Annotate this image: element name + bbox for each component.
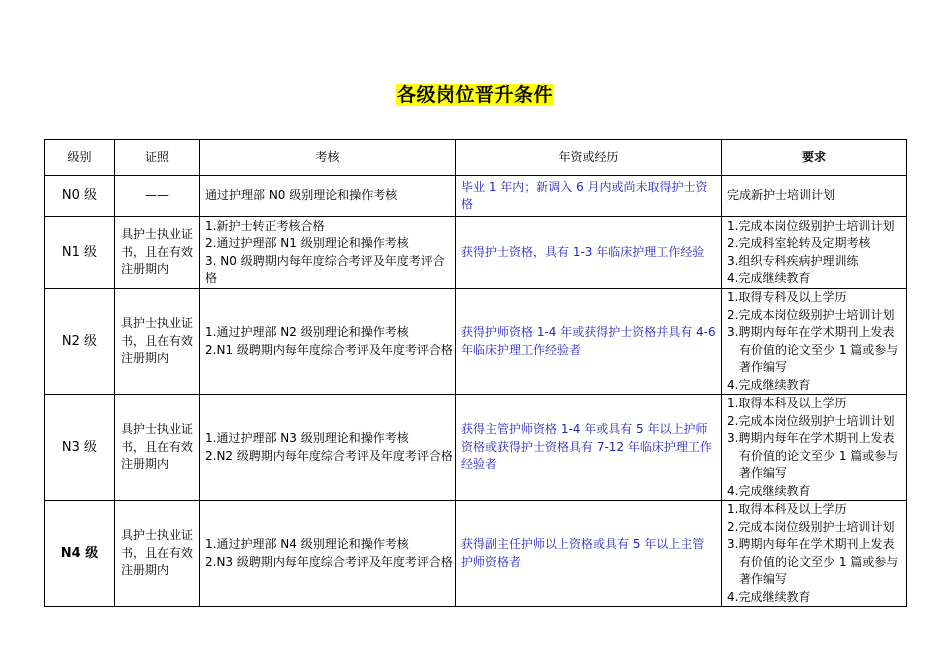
exam-line: 2.N3 级聘期内每年度综合考评及年度考评合格 (205, 554, 453, 569)
requirement-line: 有价值的论文至少 1 篇或参与 (739, 554, 899, 569)
cell-cert: 具护士执业证书，且在有效注册期内 (115, 501, 200, 607)
requirement-line: 3.聘期内每年在学术期刊上发表 (727, 325, 895, 339)
cell-level: N4 级 (45, 501, 115, 607)
requirement-line: 4.完成继续教育 (727, 271, 811, 285)
title-text: 各级岗位晋升条件 (396, 84, 553, 106)
header-experience: 年资或经历 (456, 140, 722, 176)
cell-experience: 获得护师资格 1-4 年或获得护士资格并具有 4-6 年临床护理工作经验者 (456, 289, 722, 395)
requirement-line: 2.完成科室轮转及定期考核 (727, 236, 871, 250)
promotion-table (44, 139, 907, 607)
requirement-line: 4.完成继续教育 (727, 377, 811, 392)
cell-exam (200, 501, 456, 607)
cell-exam (200, 176, 456, 217)
cell-level: N0 级 (45, 176, 115, 217)
cell-level: N3 级 (45, 395, 115, 501)
requirement-line: 2.完成本岗位级别护士培训计划 (727, 519, 895, 534)
cell-requirements (722, 176, 907, 217)
exam-line: 2.通过护理部 N1 级别理论和操作考核 (205, 236, 409, 250)
cell-requirements (722, 395, 907, 501)
cell-experience: 获得副主任护师以上资格或具有 5 年以上主管护师资格者 (456, 501, 722, 607)
cell-requirements (722, 501, 907, 607)
cell-exam (200, 395, 456, 501)
cell-level: N1 级 (45, 217, 115, 289)
cell-experience: 获得护士资格，具有 1-3 年临床护理工作经验 (456, 217, 722, 289)
table-row (45, 217, 907, 289)
exam-line: 3. N0 级聘期内每年度综合考评及年度考评合格 (205, 253, 445, 285)
exam-line: 1.通过护理部 N4 级别理论和操作考核 (205, 537, 409, 551)
cell-exam (200, 289, 456, 395)
requirement-line: 著作编写 (739, 466, 788, 480)
header-row (45, 140, 907, 176)
requirement-line: 1.取得本科及以上学历 (727, 396, 847, 410)
cell-cert: 具护士执业证书，且在有效注册期内 (115, 395, 200, 501)
requirement-line: 2.完成本岗位级别护士培训计划 (727, 413, 895, 428)
requirement-line: 1.完成本岗位级别护士培训计划 (727, 218, 895, 233)
cell-level: N2 级 (45, 289, 115, 395)
table-row (45, 395, 907, 501)
cell-cert: 具护士执业证书，且在有效注册期内 (115, 217, 200, 289)
requirement-line: 3.组织专科疾病护理训练 (727, 253, 859, 268)
table-row (45, 176, 907, 217)
header-requirements: 要求 (722, 140, 907, 176)
requirement-line: 3.聘期内每年在学术期刊上发表 (727, 537, 895, 551)
cell-cert: —— (115, 176, 200, 217)
requirement-line: 1.取得专科及以上学历 (727, 290, 847, 304)
requirement-line: 著作编写 (739, 572, 788, 586)
requirement-line: 著作编写 (739, 360, 788, 374)
exam-line: 1.通过护理部 N3 级别理论和操作考核 (205, 431, 409, 445)
requirement-line: 有价值的论文至少 1 篇或参与 (739, 448, 899, 463)
table-row (45, 289, 907, 395)
exam-line: 2.N2 级聘期内每年度综合考评及年度考评合格 (205, 448, 453, 463)
requirement-line: 3.聘期内每年在学术期刊上发表 (727, 431, 895, 445)
requirement-line: 2.完成本岗位级别护士培训计划 (727, 307, 895, 322)
requirement-line: 有价值的论文至少 1 篇或参与 (739, 342, 899, 357)
cell-requirements (722, 217, 907, 289)
cell-cert: 具护士执业证书，且在有效注册期内 (115, 289, 200, 395)
exam-line: 1.新护士转正考核合格 (205, 218, 325, 233)
requirement-line: 完成新护士培训计划 (727, 188, 836, 203)
cell-experience: 毕业 1 年内；新调入 6 月内或尚未取得护士资格 (456, 176, 722, 217)
requirement-line: 1.取得本科及以上学历 (727, 502, 847, 516)
exam-line: 2.N1 级聘期内每年度综合考评及年度考评合格 (205, 342, 453, 357)
cell-exam (200, 217, 456, 289)
header-level: 级别 (45, 140, 115, 176)
exam-line: 通过护理部 N0 级别理论和操作考核 (205, 188, 398, 203)
page-title (0, 80, 950, 107)
requirement-line: 4.完成继续教育 (727, 483, 811, 498)
cell-experience: 获得主管护师资格 1-4 年或具有 5 年以上护师资格或获得护士资格具有 7-12 年临床护理工作经验者 (456, 395, 722, 501)
header-exam: 考核 (200, 140, 456, 176)
exam-line: 1.通过护理部 N2 级别理论和操作考核 (205, 325, 409, 339)
requirement-line: 4.完成继续教育 (727, 589, 811, 604)
table-row (45, 501, 907, 607)
cell-requirements (722, 289, 907, 395)
header-cert: 证照 (115, 140, 200, 176)
